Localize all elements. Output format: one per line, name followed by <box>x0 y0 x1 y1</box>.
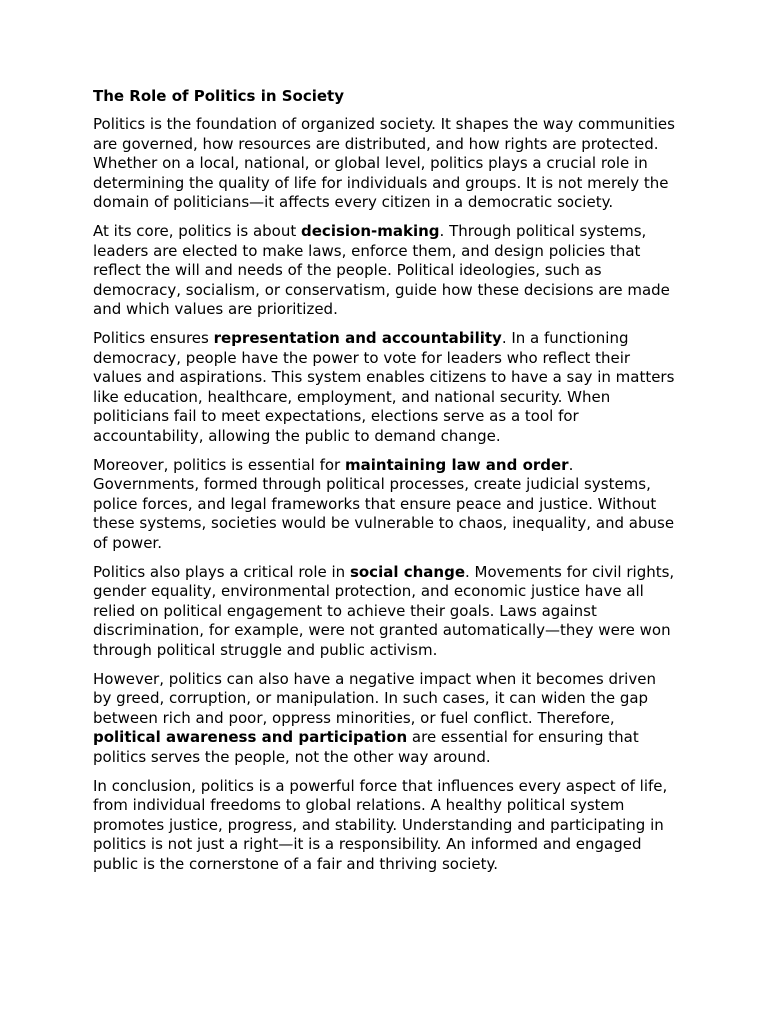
text-run: . Governments, formed through political processes, create judicial systems, police forces, and legal frameworks that ensure peace and justice. Without these systems, societies would be vulnerable to chaos, inequality, and abuse of power. <box>93 455 675 552</box>
bold-phrase: political awareness and participation <box>93 728 408 746</box>
text-run: At its core, politics is about <box>93 222 302 240</box>
text-run: . Movements for civil rights, gender equality, environmental protection, and economic justice have all relied on political engagement to achieve their goals. Laws against discrimination, for example, were not granted automatically—they were won through political struggle and public activism. <box>93 562 675 659</box>
text-run: In conclusion, politics is a powerful force that influences every aspect of life, from individual freedoms to global relations. A healthy political system promotes justice, progress, and stability. Understanding and participating in politics is not just a right—it is a responsibility. An informed and engaged public is the cornerstone of a fair and thriving society. <box>93 776 668 873</box>
text-run: Moreover, politics is essential for <box>93 455 345 474</box>
paragraph <box>93 222 677 320</box>
paragraph <box>93 115 677 213</box>
paragraph <box>93 777 677 875</box>
bold-phrase: decision-making <box>301 222 440 240</box>
paragraph <box>93 456 677 554</box>
bold-phrase: maintaining law and order <box>345 455 569 474</box>
text-run: . In a functioning democracy, people have the power to vote for leaders who reflect their values and aspirations. This system enables citizens to have a say in matters like education, healthcare, employment, and national security. When politicians fail to meet expectations, elections serve as a tool for accountability, allowing the public to demand change. <box>93 329 675 445</box>
text-run: However, politics can also have a negative impact when it becomes driven by greed, corruption, or manipulation. In such cases, it can widen the gap between rich and poor, oppress minorities, or fuel conflict. Therefore, <box>93 669 656 727</box>
paragraph <box>93 563 677 661</box>
document-page <box>93 86 677 884</box>
bold-phrase: representation and accountability <box>213 329 502 347</box>
text-run: Politics ensures <box>93 329 214 347</box>
text-run: Politics also plays a critical role in <box>93 562 350 581</box>
text-run: . Through political systems, leaders are elected to make laws, enforce them, and design policies that reflect the will and needs of the people. Political ideologies, such as democracy, socialism, or conservatism, guide how these decisions are made and which values are prioritized. <box>93 222 670 318</box>
document-title: The Role of Politics in Society <box>93 87 344 105</box>
text-run: are essential for ensuring that politics serves the people, not the other way around. <box>93 728 639 766</box>
text-run: Politics is the foundation of organized society. It shapes the way communities are governed, how resources are distributed, and how rights are protected. Whether on a local, national, or global level, politics plays a crucial role in determining the quality of life for individuals and groups. It is not merely the domain of politicians—it affects every citizen in a democratic society. <box>93 115 675 211</box>
bold-phrase: social change <box>349 562 465 581</box>
document-body <box>93 115 677 874</box>
paragraph <box>93 329 677 446</box>
paragraph <box>93 670 677 768</box>
